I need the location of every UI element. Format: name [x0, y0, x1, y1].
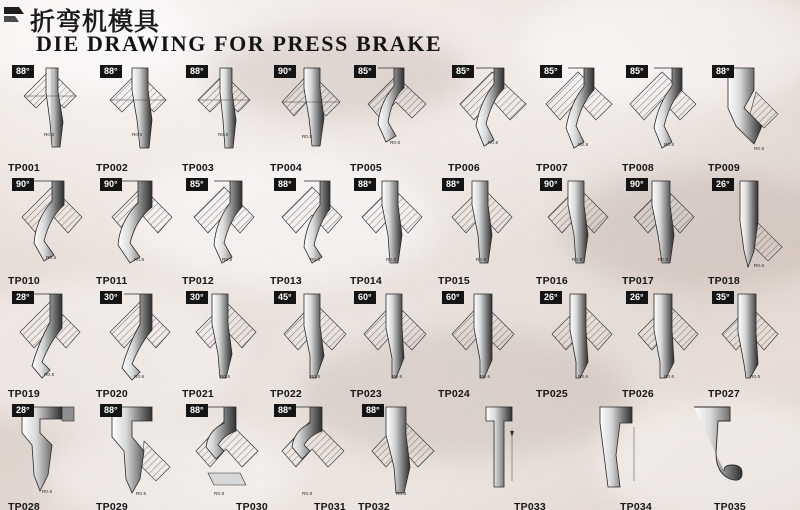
- dimension-note: R0.6: [136, 491, 147, 496]
- angle-badge: 90°: [626, 178, 648, 191]
- arrow-logo-icon: [3, 4, 25, 26]
- dimension-note: R0.8: [134, 257, 145, 262]
- die-code-label: TP006: [448, 162, 480, 174]
- angle-badge: 88°: [354, 178, 376, 191]
- die-cell-tp023[interactable]: [348, 288, 436, 401]
- dimension-note: R0.6: [218, 132, 229, 137]
- dimension-note: R0.8: [302, 491, 313, 496]
- die-row: [0, 62, 800, 175]
- die-code-label: TP015: [438, 275, 470, 287]
- die-code-label: TP003: [182, 162, 214, 174]
- angle-badge: 85°: [354, 65, 376, 78]
- die-drawing: [534, 62, 622, 175]
- angle-badge: 88°: [186, 404, 208, 417]
- dimension-note: R0.6: [750, 374, 761, 379]
- die-cell-tp005[interactable]: [348, 62, 436, 175]
- die-code-label: TP020: [96, 388, 128, 400]
- dimension-note: R0.6: [42, 489, 53, 494]
- die-code-label: TP021: [182, 388, 214, 400]
- angle-badge: 45°: [274, 291, 296, 304]
- die-cell-tp030[interactable]: [180, 401, 268, 510]
- die-cell-tp002[interactable]: [94, 62, 182, 175]
- angle-badge: 26°: [540, 291, 562, 304]
- angle-badge: 85°: [452, 65, 474, 78]
- page-title-en: DIE DRAWING FOR PRESS BRAKE: [36, 31, 443, 56]
- die-code-label: TP019: [8, 388, 40, 400]
- die-cell-tp024[interactable]: [436, 288, 524, 401]
- dimension-note: R0.6: [754, 146, 765, 151]
- die-cell-tp012[interactable]: [180, 175, 268, 288]
- angle-badge: 26°: [712, 178, 734, 191]
- die-cell-tp007[interactable]: [534, 62, 622, 175]
- die-drawing: [180, 288, 268, 401]
- die-code-label: TP027: [708, 388, 740, 400]
- die-drawing: [268, 62, 356, 175]
- dimension-note: R0.6: [578, 374, 589, 379]
- angle-badge: 90°: [100, 178, 122, 191]
- die-cell-tp025[interactable]: [534, 288, 622, 401]
- die-cell-tp035[interactable]: [690, 401, 800, 510]
- dimension-note: R0.8: [572, 257, 583, 262]
- die-code-label: TP028: [8, 501, 40, 510]
- die-drawing: [620, 62, 708, 175]
- die-drawing: [436, 175, 524, 288]
- dimension-note: R0.6: [480, 374, 491, 379]
- angle-badge: 85°: [626, 65, 648, 78]
- dimension-note: R0.8: [302, 134, 313, 139]
- die-cell-tp003[interactable]: [180, 62, 268, 175]
- angle-badge: 30°: [186, 291, 208, 304]
- die-cell-tp021[interactable]: [180, 288, 268, 401]
- die-code-label: TP017: [622, 275, 654, 287]
- page-title-cn: 折弯机模具: [30, 7, 161, 36]
- die-code-label: TP034: [620, 501, 652, 510]
- die-cell-tp033[interactable]: [468, 401, 578, 510]
- die-drawing: [436, 288, 524, 401]
- die-cell-tp026[interactable]: [620, 288, 708, 401]
- die-drawing: [94, 62, 182, 175]
- die-code-label: TP031: [314, 501, 346, 510]
- die-drawing: [534, 175, 622, 288]
- die-code-label: TP001: [8, 162, 40, 174]
- angle-badge: 30°: [100, 291, 122, 304]
- die-cell-tp004[interactable]: [268, 62, 356, 175]
- die-drawing: [268, 288, 356, 401]
- dimension-note: R0.6: [220, 374, 231, 379]
- die-code-label: TP018: [708, 275, 740, 287]
- die-cell-tp020[interactable]: [94, 288, 182, 401]
- dimension-note: R0.8: [222, 257, 233, 262]
- dimension-note: R0.8: [664, 142, 675, 147]
- angle-badge: 35°: [712, 291, 734, 304]
- die-row: [0, 288, 800, 401]
- die-drawing: [6, 62, 94, 175]
- die-cell-tp034[interactable]: [576, 401, 696, 510]
- dimension-note: R0.6: [44, 132, 55, 137]
- dimension-note: R0.8: [46, 255, 57, 260]
- die-drawing: [706, 175, 794, 288]
- die-row: [0, 175, 800, 288]
- angle-badge: 90°: [12, 178, 34, 191]
- dimension-note: R0.6: [392, 374, 403, 379]
- angle-badge: 88°: [274, 404, 296, 417]
- dimension-note: R0.6: [134, 374, 145, 379]
- dimension-note: R0.6: [310, 374, 321, 379]
- dimension-note: R0.6: [476, 257, 487, 262]
- dimension-note: R0.6: [754, 263, 765, 268]
- die-drawing: [6, 175, 94, 288]
- dimension-note: R0.6: [310, 257, 321, 262]
- die-code-label: TP009: [708, 162, 740, 174]
- dimension-note: R0.6: [396, 491, 407, 496]
- angle-badge: 28°: [12, 404, 34, 417]
- die-cell-tp014[interactable]: [348, 175, 436, 288]
- die-code-label: TP010: [8, 275, 40, 287]
- die-cell-tp029[interactable]: [94, 401, 182, 510]
- dimension-note: R0.8: [578, 142, 589, 147]
- die-cell-tp001[interactable]: [6, 62, 94, 175]
- die-cell-tp011[interactable]: [94, 175, 182, 288]
- die-drawing: [94, 288, 182, 401]
- die-code-label: TP035: [714, 501, 746, 510]
- dimension-note: R0.6: [44, 372, 55, 377]
- dimension-note: R0.8: [488, 140, 499, 145]
- die-drawing: [620, 288, 708, 401]
- angle-badge: 85°: [540, 65, 562, 78]
- die-cell-tp010[interactable]: [6, 175, 94, 288]
- angle-badge: 88°: [442, 178, 464, 191]
- die-drawing: [576, 401, 696, 510]
- die-code-label: TP007: [536, 162, 568, 174]
- die-cell-tp028[interactable]: [6, 401, 94, 510]
- die-grid: [0, 62, 800, 510]
- angle-badge: 88°: [100, 404, 122, 417]
- die-code-label: TP032: [358, 501, 390, 510]
- dimension-note: R0.8: [658, 257, 669, 262]
- angle-badge: 88°: [100, 65, 122, 78]
- die-cell-tp017[interactable]: [620, 175, 708, 288]
- die-code-label: TP002: [96, 162, 128, 174]
- die-cell-tp022[interactable]: [268, 288, 356, 401]
- die-drawing: [268, 175, 356, 288]
- die-drawing: [468, 401, 578, 510]
- dimension-note: R0.8: [390, 140, 401, 145]
- die-code-label: TP012: [182, 275, 214, 287]
- angle-badge: 90°: [540, 178, 562, 191]
- angle-badge: 88°: [186, 65, 208, 78]
- die-cell-tp027[interactable]: [706, 288, 794, 401]
- angle-badge: 90°: [274, 65, 296, 78]
- angle-badge: 26°: [626, 291, 648, 304]
- angle-badge: 88°: [712, 65, 734, 78]
- die-cell-tp006[interactable]: [446, 62, 534, 175]
- angle-badge: 60°: [442, 291, 464, 304]
- die-drawing: [446, 62, 534, 175]
- die-cell-tp015[interactable]: [436, 175, 524, 288]
- die-code-label: TP016: [536, 275, 568, 287]
- die-code-label: TP004: [270, 162, 302, 174]
- die-cell-tp016[interactable]: [534, 175, 622, 288]
- die-drawing: [180, 175, 268, 288]
- die-cell-tp008[interactable]: [620, 62, 708, 175]
- die-cell-tp031[interactable]: [268, 401, 356, 510]
- die-drawing: [706, 62, 794, 175]
- die-drawing: [348, 175, 436, 288]
- die-code-label: TP013: [270, 275, 302, 287]
- die-drawing: [94, 175, 182, 288]
- die-drawing: [690, 401, 800, 510]
- angle-badge: 88°: [12, 65, 34, 78]
- die-drawing: [706, 288, 794, 401]
- die-cell-tp009[interactable]: [706, 62, 794, 175]
- die-drawing: [348, 288, 436, 401]
- die-drawing: [534, 288, 622, 401]
- die-drawing: [180, 62, 268, 175]
- die-drawing: [620, 175, 708, 288]
- die-code-label: TP014: [350, 275, 382, 287]
- angle-badge: 28°: [12, 291, 34, 304]
- die-code-label: TP005: [350, 162, 382, 174]
- die-code-label: TP030: [236, 501, 268, 510]
- angle-badge: 60°: [354, 291, 376, 304]
- die-drawing: [348, 62, 436, 175]
- die-code-label: TP033: [514, 501, 546, 510]
- dimension-note: R0.6: [386, 257, 397, 262]
- die-code-label: TP029: [96, 501, 128, 510]
- die-cell-tp019[interactable]: [6, 288, 94, 401]
- die-code-label: TP025: [536, 388, 568, 400]
- die-cell-tp032[interactable]: [356, 401, 444, 510]
- die-code-label: TP024: [438, 388, 470, 400]
- die-row: [0, 401, 800, 510]
- dimension-note: R0.6: [664, 374, 675, 379]
- angle-badge: 85°: [186, 178, 208, 191]
- angle-badge: 88°: [274, 178, 296, 191]
- die-code-label: TP011: [96, 275, 128, 287]
- die-drawing: [6, 288, 94, 401]
- dimension-note: R0.8: [214, 491, 225, 496]
- dimension-note: R0.6: [132, 132, 143, 137]
- die-code-label: TP022: [270, 388, 302, 400]
- angle-badge: 88°: [362, 404, 384, 417]
- die-code-label: TP026: [622, 388, 654, 400]
- die-code-label: TP008: [622, 162, 654, 174]
- die-cell-tp013[interactable]: [268, 175, 356, 288]
- die-code-label: TP023: [350, 388, 382, 400]
- die-cell-tp018[interactable]: [706, 175, 794, 288]
